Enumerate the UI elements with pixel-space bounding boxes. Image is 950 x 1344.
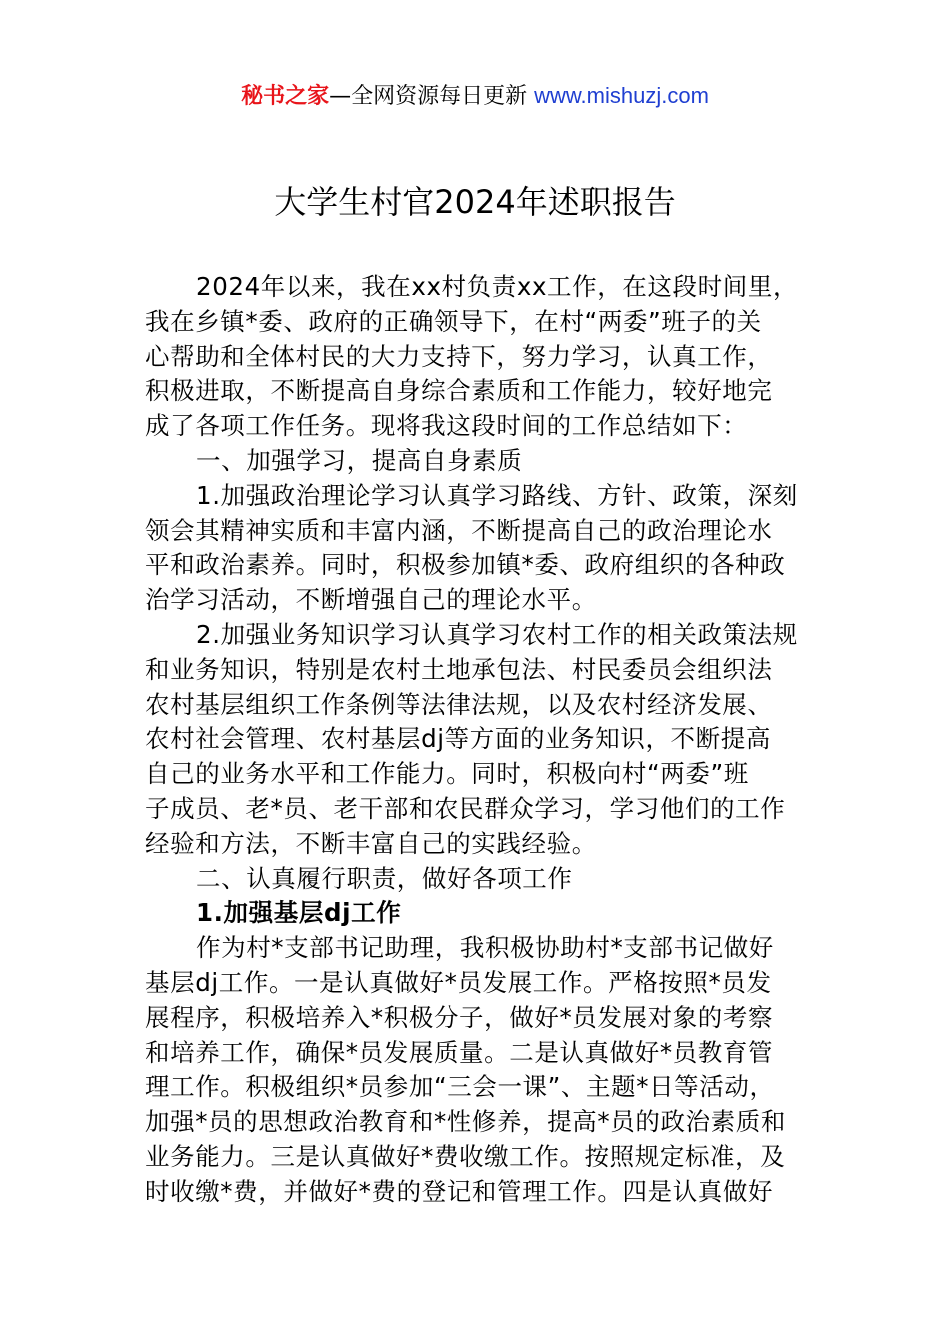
- text-line: 积极进取，不断提高自身综合素质和工作能力，较好地完: [145, 376, 773, 406]
- text-line: 2024年以来，我在xx村负责xx工作，在这段时间里，: [196, 272, 799, 301]
- site-brand: 秘书之家: [241, 84, 330, 109]
- text-line: 我在乡镇*委、政府的正确领导下，在村“两委”班子的关: [145, 306, 762, 336]
- document-title: 大学生村官2024年述职报告: [274, 183, 676, 221]
- text-line: 和业务知识，特别是农村土地承包法、村民委员会组织法: [145, 654, 773, 684]
- text-line: 基层dj工作。一是认真做好*员发展工作。严格按照*员发: [145, 967, 772, 997]
- text-line: 加强*员的思想政治教育和*性修养，提高*员的政治素质和: [145, 1107, 786, 1137]
- text-line: 平和政治素养。同时，积极参加镇*委、政府组织的各种政: [145, 550, 786, 580]
- text-line: 和培养工作，确保*员发展质量。二是认真做好*员教育管: [145, 1037, 774, 1067]
- site-header: [0, 80, 950, 113]
- site-url-link[interactable]: www.mishuzj.com: [534, 83, 709, 108]
- text-line: 农村基层组织工作条例等法律法规，以及农村经济发展、: [145, 689, 773, 719]
- text-line: 展程序，积极培养入*积极分子，做好*员发展对象的考察: [145, 1002, 774, 1032]
- text-line: 2.加强业务知识学习认真学习农村工作的相关政策法规: [196, 619, 798, 649]
- text-line: 作为村*支部书记助理，我积极协助村*支部书记做好: [196, 933, 774, 963]
- text-line: 一、加强学习，提高自身素质: [196, 445, 523, 475]
- text-line: 治学习活动，不断增强自己的理论水平。: [145, 585, 597, 615]
- text-line: 农村社会管理、农村基层dj等方面的业务知识，不断提高: [145, 724, 771, 754]
- section-heading: 1.加强基层dj工作: [196, 898, 402, 928]
- document-body: [145, 270, 825, 1210]
- text-line: 1.加强政治理论学习认真学习路线、方针、政策，深刻: [196, 480, 798, 510]
- text-line: 自己的业务水平和工作能力。同时，积极向村“两委”班: [145, 759, 749, 789]
- text-line: 经验和方法，不断丰富自己的实践经验。: [145, 828, 597, 858]
- text-line: 二、认真履行职责，做好各项工作: [196, 863, 573, 893]
- text-line: 心帮助和全体村民的大力支持下，努力学习，认真工作，: [145, 341, 773, 371]
- text-line: 理工作。积极组织*员参加“三会一课”、主题*日等活动，: [145, 1072, 775, 1102]
- text-line: 成了各项工作任务。现将我这段时间的工作总结如下：: [145, 411, 748, 441]
- text-line: 业务能力。三是认真做好*费收缴工作。按照规定标准，及: [145, 1141, 786, 1171]
- site-tagline: —全网资源每日更新: [329, 84, 535, 109]
- text-line: 子成员、老*员、老干部和农民群众学习，学习他们的工作: [145, 793, 786, 823]
- text-line: 时收缴*费，并做好*费的登记和管理工作。四是认真做好: [145, 1176, 774, 1206]
- text-line: 领会其精神实质和丰富内涵，不断提高自己的政治理论水: [145, 515, 773, 545]
